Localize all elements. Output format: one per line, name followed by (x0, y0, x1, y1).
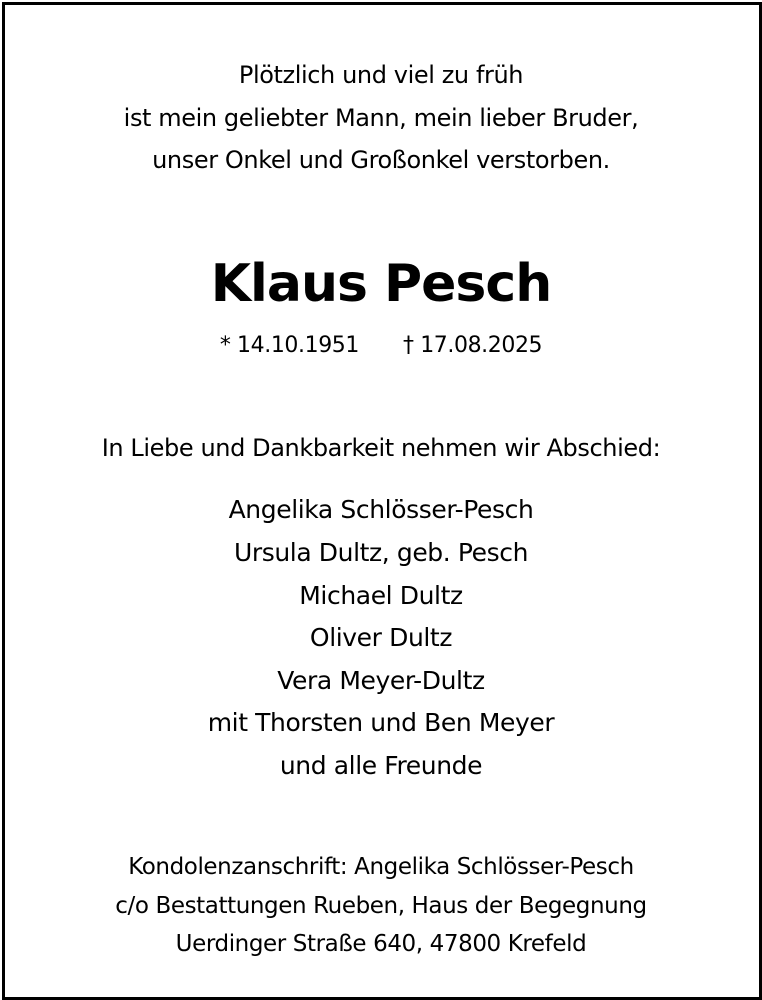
life-dates (0, 333, 762, 358)
birth-date: * 14.10.1951 (219, 333, 359, 358)
deceased-name: Klaus Pesch (210, 254, 552, 314)
intro-line-2: ist mein geliebter Mann, mein lieber Bruder, (123, 104, 639, 132)
mourner-7: und alle Freunde (279, 751, 483, 780)
farewell-statement: In Liebe und Dankbarkeit nehmen wir Abschied: (101, 434, 661, 462)
condolence-address-line-1: Kondolenzanschrift: Angelika Schlösser-Pesch (128, 854, 634, 880)
condolence-address-line-3: Uerdinger Straße 640, 47800 Krefeld (175, 931, 587, 957)
death-date: † 17.08.2025 (403, 333, 543, 358)
mourner-5: Vera Meyer-Dultz (277, 666, 485, 695)
condolence-address-line-2: c/o Bestattungen Rueben, Haus der Begegnung (115, 893, 647, 919)
mourner-4: Oliver Dultz (309, 623, 453, 652)
mourner-1: Angelika Schlösser-Pesch (228, 495, 534, 524)
mourner-6: mit Thorsten und Ben Meyer (207, 708, 555, 737)
intro-line-3: unser Onkel und Großonkel verstorben. (152, 146, 610, 174)
mourner-2: Ursula Dultz, geb. Pesch (233, 538, 529, 567)
intro-line-1: Plötzlich und viel zu früh (238, 61, 524, 89)
mourner-3: Michael Dultz (299, 581, 463, 610)
